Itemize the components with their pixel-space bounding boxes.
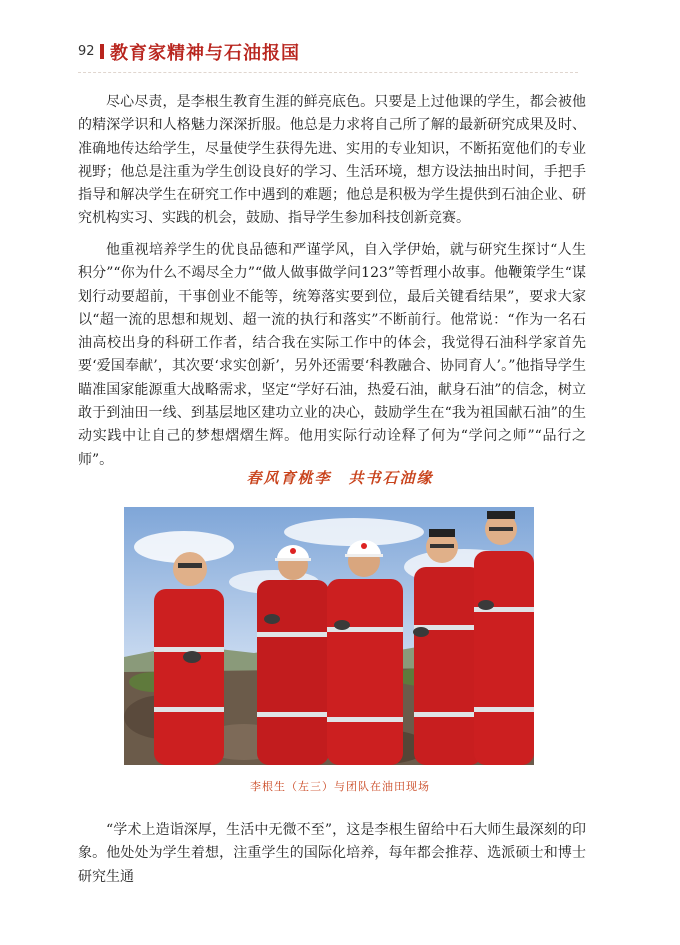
section-title: 春风育桃李 共书石油缘 <box>246 469 434 487</box>
book-title: 教育家精神与石油报国 <box>110 43 300 64</box>
paragraph-1: 尽心尽责，是李根生教育生涯的鲜亮底色。只要是上过他课的学生，都会被他的精深学识和人格魅力深深折服。他总是力求将自己所了解的最新研究成果及时、准确地传达给学生，尽量使学生获得先进、实用的专业知识，不断拓宽他们的专业视野；他总是注重为学生创设良好的学习、生活环境，想方设法抽出时间，手把手指导和解决学生在研究工作中遇到的难题；他总是积极为学生提供到石油企业、研究机构实习、实践的机会，鼓励、指导学生参加科技创新竞赛。 <box>78 94 586 227</box>
team-photo <box>124 507 534 765</box>
page-header <box>78 38 638 68</box>
header-rule <box>78 72 578 73</box>
photo-caption: 李根生（左三）与团队在油田现场 <box>250 780 430 793</box>
team-photo-illustration <box>124 507 534 765</box>
paragraph-3: “学术上造诣深厚，生活中无微不至”，这是李根生留给中石大师生最深刻的印象。他处处为学生着想，注重学生的国际化培养，每年都会推荐、选派硕士和博士研究生通 <box>78 822 586 885</box>
header-divider <box>100 44 104 59</box>
page-number: 92 <box>78 44 95 59</box>
paragraph-2: 他重视培养学生的优良品德和严谨学风，自入学伊始，就与研究生探讨“人生积分”“你为什么不竭尽全力”“做人做事做学问123”等哲理小故事。他鞭策学生“谋划行动要超前，干事创业不能等，统筹落实要到位，最后关键看结果”，要求大家以“超一流的思想和规划、超一流的执行和落实”不断前行。他常说：“作为一名石油高校出身的科研工作者，结合我在实际工作中的体会，我觉得石油科学家首先要‘爱国奉献’，其次要‘求实创新’，另外还需要‘科教融合、协同育人’。”他指导学生瞄准国家能源重大战略需求，坚定“学好石油，热爱石油，献身石油”的信念，树立敢于到油田一线、到基层地区建功立业的决心，鼓励学生在“我为祖国献石油”的生动实践中让自己的梦想熠熠生辉。他用实际行动诠释了何为“学问之师”“品行之师”。 <box>78 242 586 468</box>
